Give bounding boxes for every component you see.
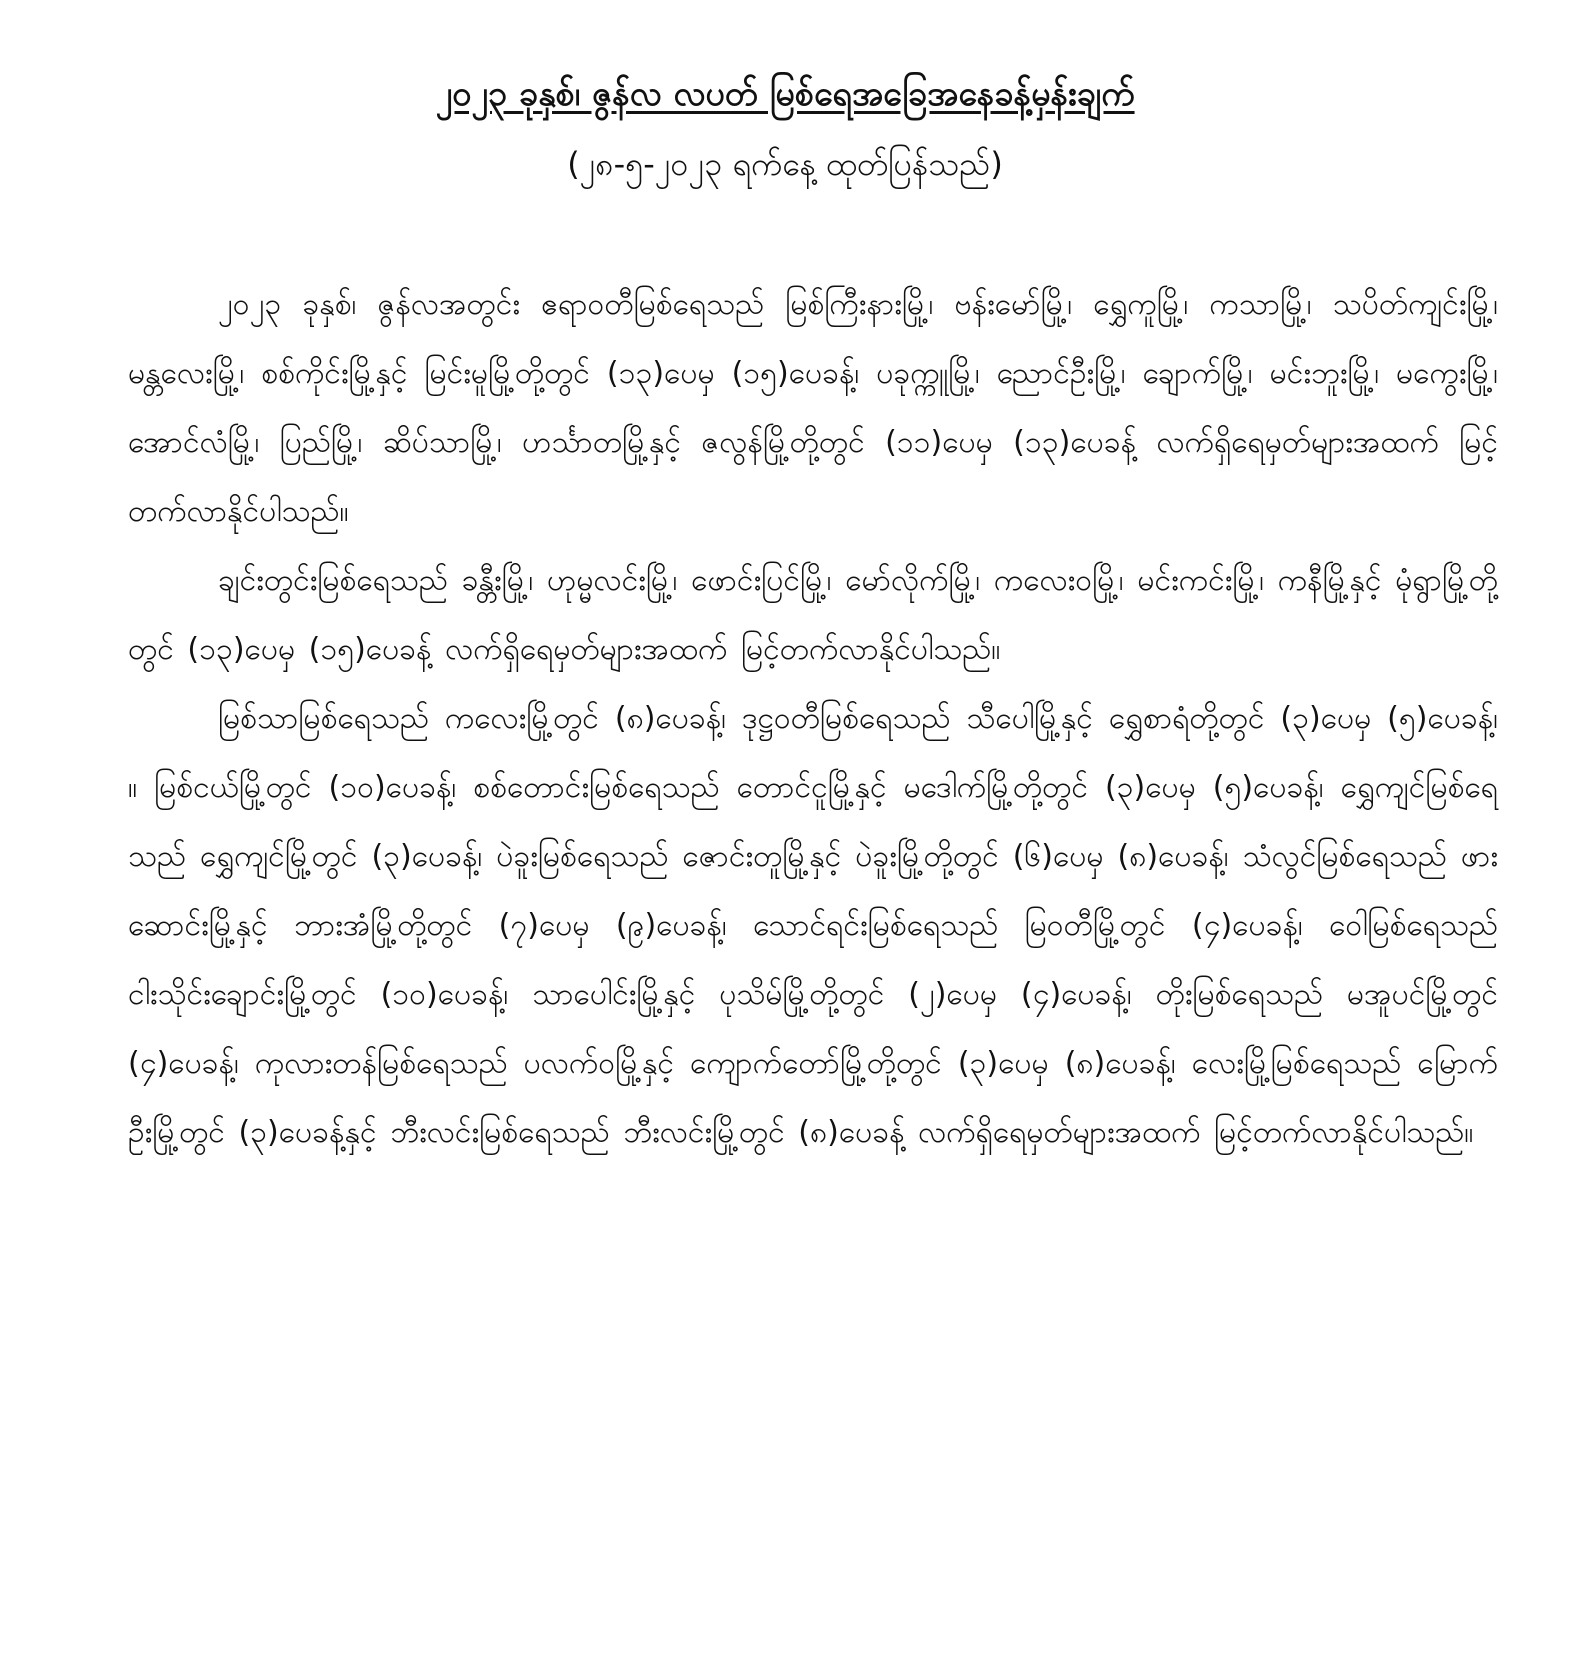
paragraph-chindwin: ချင်းတွင်းမြစ်ရေသည် ခန္တီးမြို့၊ ဟုမ္မလင်းမြို့၊ ဖောင်းပြင်မြို့၊ မော်လိုက်မြို့၊ ကလေးဝမြို့၊ မင်းကင်းမြို့၊ ကနီမြို့နှင့် မုံရွာမြို့တို့တွင် (၁၃)ပေမှ (၁၅)ပေခန့် လက်ရှိရေမှတ်များအထက် မြင့်တက်လာနိုင်ပါသည်။ <box>128 563 1498 667</box>
paragraph-other-rivers: မြစ်သာမြစ်ရေသည် ကလေးမြို့တွင် (၈)ပေခန့်၊ ဒုဋ္ဌဝတီမြစ်ရေသည် သီပေါမြို့နှင့် ရွှေစာရံတို့တွင် (၃)ပေမှ (၅)ပေခန့်၊ ။ မြစ်ငယ်မြို့တွင် (၁၀)ပေခန့်၊ စစ်တောင်းမြစ်ရေသည် တောင်ငူမြို့နှင့် မဒေါက်မြို့တို့တွင် (၃)ပေမှ (၅)ပေခန့်၊ ရွှေကျင်မြစ်ရေသည် ရွှေကျင်မြို့တွင် (၃)ပေခန့်၊ ပဲခူးမြစ်ရေသည် ဇောင်းတူမြို့နှင့် ပဲခူးမြို့တို့တွင် (၆)ပေမှ (၈)ပေခန့်၊ သံလွင်မြစ်ရေသည် ဖားဆောင်းမြို့နှင့် ဘားအံမြို့တို့တွင် (၇)ပေမှ (၉)ပေခန့်၊ သောင်ရင်းမြစ်ရေသည် မြဝတီမြို့တွင် (၄)ပေခန့်၊ ဝေါမြစ်ရေသည် ငါးသိုင်းချောင်းမြို့တွင် (၁၀)ပေခန့်၊ သာပေါင်းမြို့နှင့် ပုသိမ်မြို့တို့တွင် (၂)ပေမှ (၄)ပေခန့်၊ တိုးမြစ်ရေသည် မအူပင်မြို့တွင် (၄)ပေခန့်၊ ကုလားတန်မြစ်ရေသည် ပလက်ဝမြို့နှင့် ကျောက်တော်မြို့တို့တွင် (၃)ပေမှ (၈)ပေခန့်၊ လေးမြို့မြစ်ရေသည် မြောက်ဦးမြို့တွင် (၃)ပေခန့်နှင့် ဘီးလင်းမြစ်ရေသည် ဘီးလင်းမြို့တွင် (၈)ပေခန့် လက်ရှိရေမှတ်များအထက် မြင့်တက်လာနိုင်ပါသည်။ <box>128 701 1498 1150</box>
document-body <box>128 270 1498 1167</box>
paragraph-ayeyarwady: ၂၀၂၃ ခုနှစ်၊ ဇွန်လအတွင်း ဧရာဝတီမြစ်ရေသည် မြစ်ကြီးနားမြို့၊ ဗန်းမော်မြို့၊ ရွှေကူမြို့၊ ကသာမြို့၊ သပိတ်ကျင်းမြို့၊ မန္တလေးမြို့၊ စစ်ကိုင်းမြို့နှင့် မြင်းမူမြို့တို့တွင် (၁၃)ပေမှ (၁၅)ပေခန့်၊ ပခုက္ကူမြို့၊ ညောင်ဦးမြို့၊ ချောက်မြို့၊ မင်းဘူးမြို့၊ မကွေးမြို့၊ အောင်လံမြို့၊ ပြည်မြို့၊ ဆိပ်သာမြို့၊ ဟင်္သာတမြို့နှင့် ဇလွန်မြို့တို့တွင် (၁၁)ပေမှ (၁၃)ပေခန့် လက်ရှိရေမှတ်များအထက် မြင့်တက်လာနိုင်ပါသည်။ <box>128 287 1498 529</box>
release-date-subtitle: (၂၈-၅-၂၀၂၃ ရက်နေ့ ထုတ်ပြန်သည်) <box>567 145 1003 183</box>
page-title <box>120 70 1450 118</box>
page-title-text: ၂၀၂၃ ခုနှစ်၊ ဇွန်လ လပတ် မြစ်ရေအခြေအနေခန့်မှန်းချက် <box>435 74 1135 114</box>
